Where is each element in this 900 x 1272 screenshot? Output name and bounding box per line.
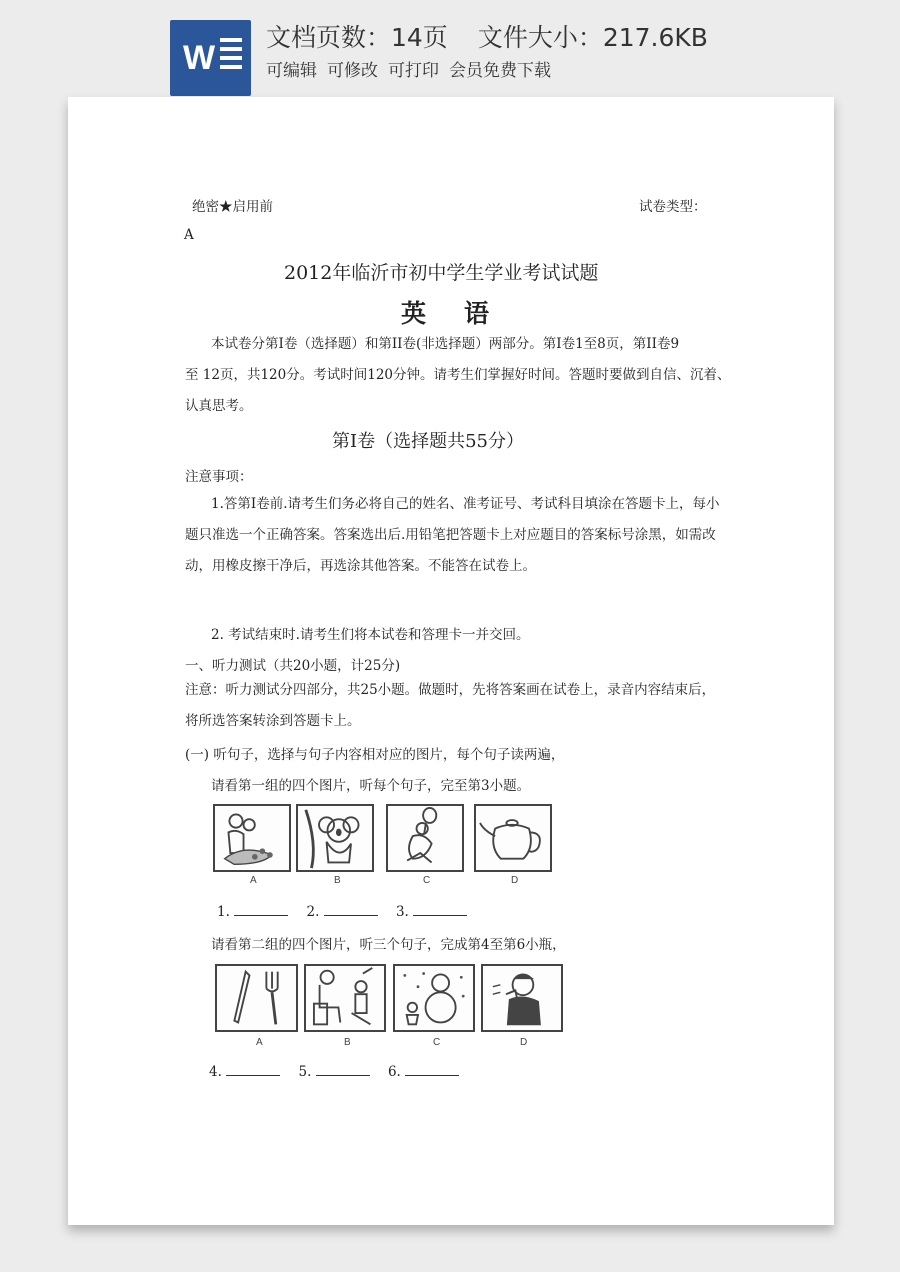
listening-note-line-2: 将所选答案转涂到答题卡上。 xyxy=(185,713,361,729)
group-2-answers xyxy=(209,1063,459,1080)
listening-note xyxy=(185,675,715,737)
file-size: 文件大小：217.6KB xyxy=(477,23,708,52)
banner-features xyxy=(266,56,551,81)
answer-1-blank[interactable] xyxy=(234,903,288,916)
banner-title xyxy=(266,18,708,54)
document-info-banner xyxy=(0,0,900,98)
notice-heading: 注意事项： xyxy=(185,469,253,485)
group-1-label-b: B xyxy=(334,875,341,886)
intro-line-2: 至 12页，共120分。考试时间120分钟。请考生们掌握好时间。答题时要做到自信、沉着、 xyxy=(185,367,731,383)
document-page xyxy=(68,97,834,1225)
intro-paragraph xyxy=(185,329,731,422)
group-2-label-a: A xyxy=(256,1037,263,1048)
snowman-icon xyxy=(393,964,475,1032)
group-1-answers xyxy=(217,903,467,920)
answer-5-blank[interactable] xyxy=(316,1063,370,1076)
exam-title: 2012年临沂市初中学生学业考试试题 xyxy=(284,262,599,284)
notice-1-line-3: 动，用橡皮擦干净后，再选涂其他答案。不能答在试卷上。 xyxy=(185,558,536,574)
notice-1 xyxy=(185,489,720,582)
paper-type-value: A xyxy=(184,227,194,243)
sitting-person-icon xyxy=(304,964,386,1032)
group-1-label-d: D xyxy=(511,875,519,886)
listening-heading: 一、听力测试（共20小题，计25分) xyxy=(185,658,401,674)
page-count: 文档页数：14页 xyxy=(266,23,448,52)
koala-icon xyxy=(296,804,374,872)
section-title: 第I卷（选择题共55分） xyxy=(332,431,525,452)
subject-title: 英语 xyxy=(401,299,528,328)
group-2-label-d: D xyxy=(520,1037,528,1048)
answer-4-blank[interactable] xyxy=(226,1063,280,1076)
paper-type-label: 试卷类型： xyxy=(639,199,707,215)
feature-modifiable: 可修改 xyxy=(327,61,378,81)
group-1-label-a: A xyxy=(250,875,257,886)
sick-person-icon xyxy=(481,964,563,1032)
answer-3-label: 3. xyxy=(395,904,409,920)
answer-3-blank[interactable] xyxy=(413,903,467,916)
feature-editable: 可编辑 xyxy=(266,61,317,81)
answer-6-label: 6. xyxy=(387,1064,401,1080)
notice-2: 2. 考试结束时.请考生们将本试卷和答理卡一并交回。 xyxy=(211,627,530,643)
group-1-instruction: 请看第一组的四个图片，听每个句子，完至第3小题。 xyxy=(211,778,531,794)
knife-fork-icon xyxy=(215,964,298,1032)
group-2-instruction: 请看第二组的四个图片，听三个句子，完成第4至第6小瓶， xyxy=(211,937,566,953)
answer-5-label: 5. xyxy=(298,1064,312,1080)
people-flowers-icon xyxy=(213,804,291,872)
group-1-label-c: C xyxy=(423,875,431,886)
intro-line-3: 认真思考。 xyxy=(185,398,253,414)
answer-6-blank[interactable] xyxy=(405,1063,459,1076)
answer-2-blank[interactable] xyxy=(324,903,378,916)
answer-4-label: 4. xyxy=(209,1064,222,1080)
feature-printable: 可打印 xyxy=(388,61,439,81)
notice-1-line-2: 题只准选一个正确答案。答案选出后.用铅笔把答题卡上对应题目的答案标号涂黑，如需改 xyxy=(185,527,716,543)
secret-label: 绝密★启用前 xyxy=(192,199,273,215)
notice-1-line-1: 1.答第I卷前.请考生们务必将自己的姓名、准考证号、考试科目填涂在答题卡上，每小 xyxy=(211,496,720,512)
listening-note-line-1: 注意：听力测试分四部分，共25小题。做题时，先将答案画在试卷上，录音内容结束后， xyxy=(185,682,716,698)
feature-member-download: 会员免费下载 xyxy=(449,61,551,81)
teapot-icon xyxy=(474,804,552,872)
group-2-label-b: B xyxy=(344,1037,351,1048)
answer-2-label: 2. xyxy=(306,904,320,920)
part-1-instruction: (一) 听句子，选择与句子内容相对应的图片，每个句子读两遍， xyxy=(185,747,565,763)
group-2-label-c: C xyxy=(433,1037,441,1048)
tennis-player-icon xyxy=(386,804,464,872)
word-document-icon: W xyxy=(170,20,251,96)
intro-line-1: 本试卷分第I卷（选择题）和第II卷(非选择题）两部分。第I卷1至8页，第II卷9 xyxy=(211,336,680,352)
answer-1-label: 1. xyxy=(217,904,230,920)
